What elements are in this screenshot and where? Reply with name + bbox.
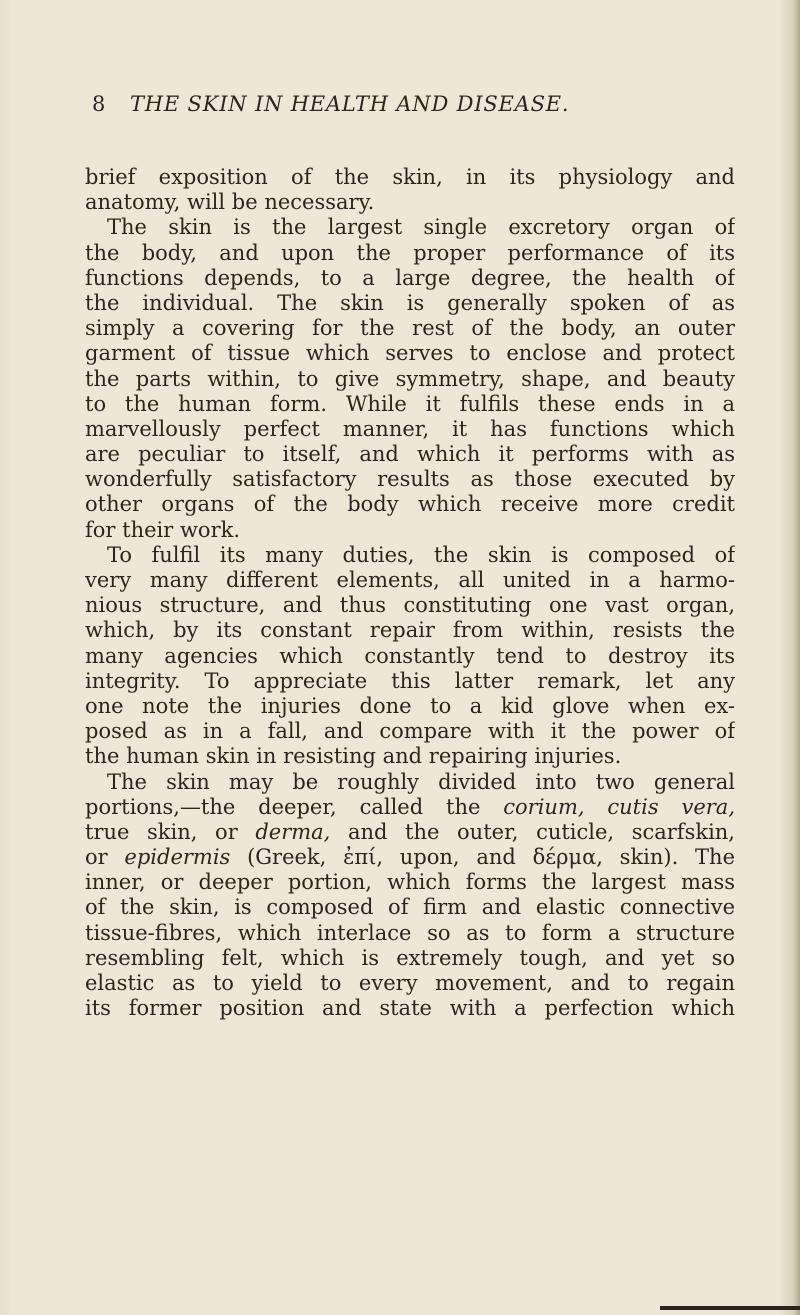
text-run: portions,—the deeper, called the <box>85 794 504 819</box>
text-line: marvellously perfect manner, it has functions which <box>85 416 735 441</box>
text-line: the body, and upon the proper performance of its <box>85 240 735 265</box>
page-bottom-rule <box>660 1306 800 1310</box>
text-line: the individual. The skin is generally spoken of as <box>85 290 735 315</box>
text-line: wonderfully satisfactory results as those executed by <box>85 467 735 492</box>
text-run: and the outer, cuticle, scarfskin, <box>330 819 735 844</box>
text-line: elastic as to yield to every movement, and to regain <box>85 971 735 995</box>
page-edge-right <box>778 0 800 1315</box>
text-run: (Greek, ἐπί, upon, and δέρμα, skin). The <box>230 845 735 870</box>
text-line: To fulfil its many duties, the skin is composed of <box>107 542 735 567</box>
text-line <box>85 845 735 870</box>
text-line: integrity. To appreciate this latter remark, let any <box>85 668 735 693</box>
text-line: the parts within, to give symmetry, shape, and beauty <box>85 366 735 391</box>
text-line: the human skin in resisting and repairing injuries. <box>85 744 622 769</box>
text-line: one note the injuries done to a kid glove when ex- <box>85 693 735 718</box>
text-line: functions depends, to a large degree, the health of <box>85 265 735 290</box>
text-line: which, by its constant repair from within, resists the <box>85 618 735 643</box>
page-header <box>92 92 692 122</box>
text-line: tissue-fibres, which interlace so as to form a structure <box>85 920 735 945</box>
page-number: 8 <box>92 92 107 116</box>
text-line: very many different elements, all united in a harmo- <box>85 568 735 592</box>
latin-term: epidermis <box>124 845 231 870</box>
text-line: simply a covering for the rest of the body, an outer <box>85 316 735 341</box>
text-line: inner, or deeper portion, which forms the largest mass <box>85 870 735 895</box>
text-line: nious structure, and thus constituting one vast organ, <box>85 593 735 618</box>
text-line: its former position and state with a perfection which <box>85 996 735 1021</box>
paragraph-lines <box>85 870 735 1021</box>
text-line: other organs of the body which receive more credit <box>85 492 735 517</box>
text-line: are peculiar to itself, and which it performs with as <box>85 442 735 467</box>
paragraph-lines <box>85 165 735 795</box>
text-line: of the skin, is composed of firm and elastic connective <box>85 895 735 920</box>
text-run: or <box>85 845 125 870</box>
text-line: many agencies which constantly tend to destroy its <box>85 643 735 668</box>
text-line: anatomy, will be necessary. <box>85 190 375 215</box>
latin-term: corium, cutis vera, <box>503 794 735 819</box>
text-line: brief exposition of the skin, in its physiology and <box>85 165 735 189</box>
text-line: The skin may be roughly divided into two general <box>107 769 735 794</box>
running-head: THE SKIN IN HEALTH AND DISEASE. <box>130 92 570 116</box>
page-edge-left <box>0 0 12 1315</box>
text-line: posed as in a fall, and compare with it the power of <box>85 719 735 744</box>
text-line: garment of tissue which serves to enclose and protect <box>85 341 735 366</box>
text-line: resembling felt, which is extremely tough, and yet so <box>85 945 735 970</box>
text-line <box>85 820 735 845</box>
text-line: to the human form. While it fulfils these ends in a <box>85 391 735 416</box>
text-run: true skin, or <box>85 819 256 844</box>
latin-term: derma, <box>255 819 331 844</box>
text-line <box>85 795 735 820</box>
body-text <box>85 165 735 1021</box>
text-line: The skin is the largest single excretory organ of <box>107 215 735 240</box>
text-line: for their work. <box>85 517 241 542</box>
